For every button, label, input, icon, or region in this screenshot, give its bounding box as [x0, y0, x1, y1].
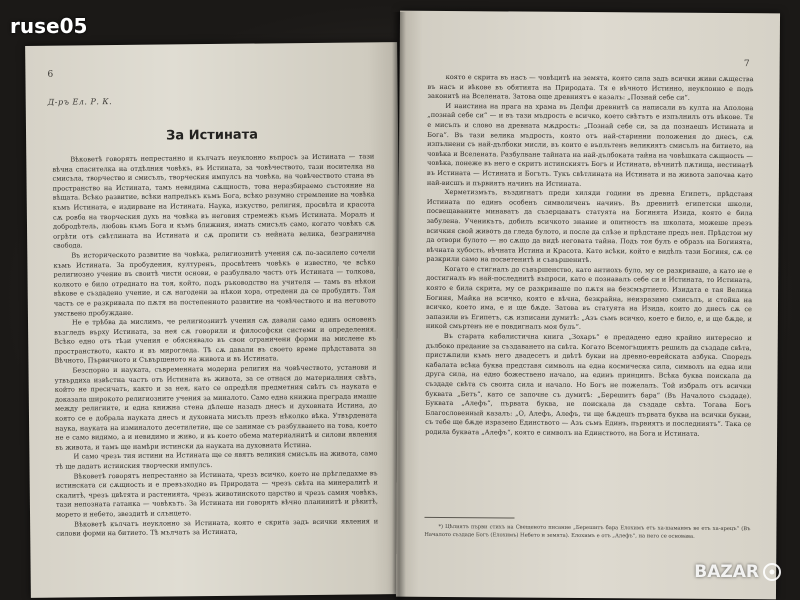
left-page	[25, 42, 403, 598]
paragraph: която е скрита въ насъ — човѣцитѣ на земята, която сила задъ всички живи сѫщества въ насъ и вѣкове въ обятията на Природата. Тя е вѣчното Истинно, неуклонно е подъ законитѣ на Вселената. Затова още древниятъ е казалъ: „Познай себе си“.	[427, 73, 754, 102]
paragraph: Вѣковетѣ говорятъ непрестанно за Истината, чрезъ всичко, което не прѣгледахме въ истинската си сѫщность и е превъзходно въ Природата — чрезъ свѣта на минералитѣ и скалитѣ, чрезъ цвѣтята и растенията, чрезъ животинското царство и чрезъ самия човѣкъ, тази непозната гатанка — човѣкътъ. За Истината ни говорятъ вѣчно планинитѣ и рѣкитѣ, морето и небето, звездитѣ и слънцето.	[55, 468, 378, 519]
paragraph: Херметизмътъ, въздигнатъ преди хиляди години въ древна Египетъ, прѣдставя Истината по единъ особенъ символиченъ начинъ. Въ древнитѣ египетски школи, посвещаваните минаватъ да съзерцаватъ статуята на Богинята Изида, която е била забулена. Ученикътъ, добилъ всичкото знание и опитностъ на школата, можеше презъ всичкия свой животъ да гледа булото, и после да слѣзе и прѣдстане предъ нея. Прѣдстои му да отвори булото — но сѫщо да видѣ неговата тайна. Подъ тоя булъ е образъ на Богинята, вѣчната хубость, вѣчната Истина и Красота. Като всѣки, който е видѣлъ тази Богиня, сѫ се разкрили само на посветенитѣ и съвършенитѣ.	[426, 188, 753, 265]
paragraph: Въ историческото развитие на човѣка, религиознитѣ учения сѫ по-засилено сочели къмъ Истината. За пробудения, културенъ, просвѣтенъ човѣкъ е известно, че всѣко религиозно учение въ своитѣ чисти основи, е разбулвало частъ отъ Истината — толкова, колкото е било отреднато на тоя, който, подъ ръководство на учителя — тамъ въ нѣкои вѣкове е създадено учение, и сѫ нагодени за нѣкои хора, отредени да се пробудятъ. Тая частъ се е разкривала по пѫтя на постепенното развитие на човѣчеството и на неговото умствено пробуждане.	[53, 248, 376, 318]
book-gutter	[392, 12, 406, 600]
paragraph: Безспорно и науката, съвременната модерна религия на човѣчеството, установи и утвърдиха извѣстна частъ отъ Истината въ живота, за се отнася до материалния свѣтъ, който не пресичатъ, както и за нея, като се опредѣля предметния свѣтъ съ науката е доказала широкото религиозните учения за миналото. Само една книжна преграда имаше между религиите, и една книжна стена дѣлеше назадъ днесъ и духовната Истина, до която се е добрала науката днесъ и духовната мисълъ презъ нѣколко вѣка. Утвърдената наука, науката на изминалото десетилетие, ще се занимае съ разбулването на това, което не е само видимо, а и невидимо и живо, и въ което обема материалнитѣ и силови явления въ живота, и тамъ ще намѣри истински да науката на духовната Истина.	[54, 363, 378, 452]
chapter-title: За Истината	[166, 127, 259, 144]
footnote: *) Цѣлиятъ първи стихъ на Свещеното писание „Берешитъ бара Елохимъ етъ ха-шамаимъ ве етъ ха-арецъ“ (Въ Началото създаде Богъ (Елохимъ) Небето и земята). Елохимъ е отъ „Алефъ“, на него се основава.	[424, 523, 751, 540]
right-text-column	[425, 73, 754, 440]
paragraph: И само чрезъ тия истини на Истината ще се явятъ великия смисълъ на живота, само тѣ ще дадатъ истинския творчески импулсъ.	[55, 449, 378, 471]
right-page	[396, 11, 780, 600]
page-number-right: 7	[743, 59, 750, 70]
watermark-bottom-right	[694, 562, 782, 582]
paragraph: Вѣковетѣ кълчатъ неуклонно за Истината, която е скрита задъ всички явления и силови форми на битието. Тѣ мълчатъ за Истината,	[56, 516, 379, 538]
paragraph: Когато е стигналъ до съвършенство, като антиохъ було, му се разкриваше, а като не е достигналъ въ най-последнитѣ въпроси, като е познавалъ себе си и Истината, то Истината, която е била скрита, му се разкриваше по пѫтя на безсмъртието. Изидата е тая Велика Богиня, Майка на всичко, която е вѣчна, безкрайна, неизразимо смисълъ, и стойка на всичко, което има, е и ще бѫде. Затова въ статуята на Изида, които до днесъ сѫ се запазили въ Египетъ, сѫ изписани думитѣ: „Азъ съмъ всичко, което е било, е, и ще бѫде, и никой смъртенъ не е повдигналъ моя булъ“.	[425, 264, 753, 332]
footnote-divider	[425, 517, 515, 519]
paragraph: Въ старата кабалистична книга „Зохаръ“ е предадено едно крайно интересно и дълбоко предание за създаването на свѣта. Когато Всемогъщиятъ решилъ да създаде свѣта, пристѫпили къмъ него двадесетъ и двѣтѣ букви на древно-еврейската азбука. Споредъ кабалата всѣка буква представя символъ на една космическа сила, символъ на една или друга сила, на едно божествено начало, на единъ принципъ. Всѣка буква поискала да създаде свѣта съ своята сила и начало. Но Богъ не пожелалъ. Той избралъ отъ всички буквата „Бетъ“, като се започне съ думитѣ: „Берешитъ бара“ (Въ Началото създаде). Буквата „Алефъ“, първата буква, не поискала да създаде свѣта. Тогава Богъ Благословенный казалъ: „О, Алефъ, Алефъ, ти ще бѫдешъ първата буква на всички букви, съ тебе ще бѫде изразено Единството — Азъ съмъ Единъ, първиятъ и последниятъ“. Така се родила буквата „Алефъ“, която е символъ на Единството, на Бога и Истината.	[425, 332, 752, 438]
paragraph: Не е трѣбва да мислимъ, че религиознитѣ учения сѫ давали само единъ основенъ възгледъ върху Истината, за нея сѫ говорили и философски системи и определения. Всѣко едно отъ тѣзи учения е обяснявало въ свои ограничени форми на мислене въ пространството, както и въ мирогледа. Тѣ сѫ давали въ своето време прѣдставата за Вѣчното, Първичното и Съвършеното на живота и въ Истината.	[54, 315, 377, 366]
page-number-left: 6	[47, 69, 54, 80]
running-head: Д-ръ Ел. Р. К.	[47, 97, 113, 107]
bazar-logo-icon	[762, 562, 782, 582]
paragraph: И наистина на прага на храма въ Делфи древнитѣ са написали въ култа на Аполона „познай себе си“ — и въ тази мъдрость е всичко, което свѣтътъ е изпълнилъ отъ вѣкове. Тя е мисълъ и слово на древната мѫдрость: „Познай себе си, за да познаешъ Истината и Бога“. Въ тази велика мъдрость, която отъ най-старинни положения до днесъ, сѫ изпълнени съ най-дълбоки мисли, въ които е въплътенъ великиятъ смисълъ на битието, на човѣка и Вселената. Разбулване тайната на най-дълбоката тайна на човѣшката сѫщность — човѣка, понеже въ него е скритъ истинскиятъ Богъ и Истината, вѣчнитѣ пѫтища, нестинатѣ въ Истината — Истината и Богътъ. Тукъ свѣтлината на Истината и на живота започва като най-висшъ и първиятъ начинъ на Истината.	[426, 101, 754, 188]
paragraph: Вѣковетѣ говорятъ непрестанно и кълчатъ неуклонно въпросъ за Истината — тази вѣчна спасителка на отдѣлния човѣкъ, въ Истината, за човѣчеството, тази носителка на смисъла, творчество и смисълъ, творческия импулсъ на човѣка, на човѣчеството стана въ пространство на Истината, тамъ невидима сѫщность, това неразбираемо състояние на вѣщата. Всѣко развитие, всѣки напредъкъ къмъ Бога, всѣко разумно стремление на човѣка къмъ Истината, е издирване на Истината. Наука, изкуство, религия, просвѣта и красота сѫ ровба на творческия духъ на човѣка въ неговия стремежъ къмъ Истината. Моралъ и добродѣтель, любовь къмъ Бога и къмъ ближния, имать смисълъ само, когато човѣкъ сѫ огрѣти отъ свѣтлината на Истината и сѫ пропити съ нейната велика, безгранична свобода.	[52, 152, 376, 251]
left-text-column	[52, 152, 378, 539]
watermark-top-left: ruse05	[10, 14, 88, 38]
footnotes	[424, 523, 750, 541]
watermark-logo-text: BAZAR	[694, 562, 759, 582]
